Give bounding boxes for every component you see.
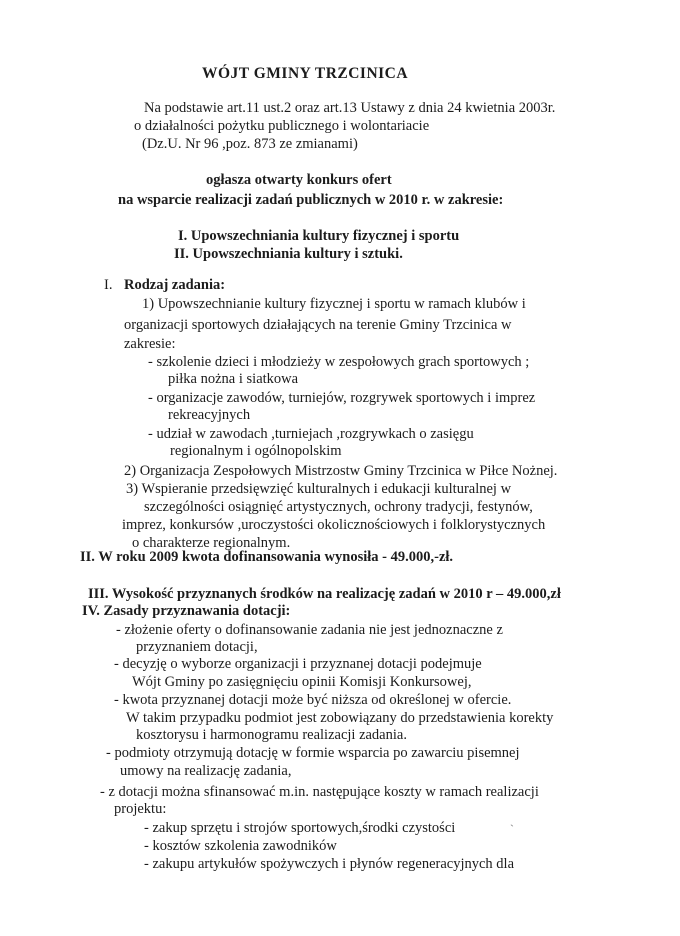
announce-line-2: na wsparcie realizacji zadań publicznych w 2010 r. w zakresie: [118, 192, 504, 208]
section-4-line: projektu: [114, 801, 167, 817]
section-4-line: Wójt Gminy po zasięgnięciu opinii Komisji Konkursowej, [132, 674, 472, 690]
section-1-line: imprez, konkursów ,uroczystości okolicznościowych i folklorystycznych [122, 517, 546, 533]
intro-line-3: (Dz.U. Nr 96 ,poz. 873 ze zmianami) [142, 136, 358, 152]
section-1-number: I. [104, 277, 113, 293]
section-1-line: 1) Upowszechnianie kultury fizycznej i sportu w ramach klubów i [142, 296, 526, 312]
section-1-line: - szkolenie dzieci i młodzieży w zespołowych grach sportowych ; [148, 354, 530, 370]
section-4-line: - kosztów szkolenia zawodników [144, 838, 337, 854]
section-1-line: szczególności osiągnięć artystycznych, ochrony tradycji, festynów, [144, 499, 533, 515]
section-1-line: zakresie: [124, 336, 176, 352]
section-1-line: 2) Organizacja Zespołowych Mistrzostw Gminy Trzcinica w Piłce Nożnej. [124, 463, 558, 479]
intro-line-2: o działalności pożytku publicznego i wolontariacie [134, 118, 430, 134]
scan-artifact: ˋ [510, 822, 514, 836]
section-3: III. Wysokość przyznanych środków na realizację zadań w 2010 r – 49.000,zł [88, 586, 561, 602]
section-4-line: - podmioty otrzymują dotację w formie wsparcia po zawarciu pisemnej [106, 745, 520, 761]
section-2: II. W roku 2009 kwota dofinansowania wynosiła - 49.000,-zł. [80, 549, 454, 565]
document-title: WÓJT GMINY TRZCINICA [202, 65, 409, 82]
section-4-line: przyznaniem dotacji, [136, 639, 258, 655]
intro-line-1: Na podstawie art.11 ust.2 oraz art.13 Ustawy z dnia 24 kwietnia 2003r. [144, 100, 556, 116]
section-1-line: organizacji sportowych działających na terenie Gminy Trzcinica w [124, 317, 512, 333]
section-1-line: rekreacyjnych [168, 407, 251, 423]
section-4-line: kosztorysu i harmonogramu realizacji zadania. [136, 727, 407, 743]
section-1-line: piłka nożna i siatkowa [168, 371, 299, 387]
section-4-line: - zakupu artykułów spożywczych i płynów regeneracyjnych dla [144, 856, 515, 872]
announce-line-1: ogłasza otwarty konkurs ofert [206, 172, 392, 188]
section-4-line: - kwota przyznanej dotacji może być niższa od określonej w ofercie. [114, 692, 512, 708]
section-4-line: umowy na realizację zadania, [120, 763, 292, 779]
section-4-line: - z dotacji można sfinansować m.in. następujące koszty w ramach realizacji [100, 784, 539, 800]
section-4-line: - decyzję o wyborze organizacji i przyznanej dotacji podejmuje [114, 656, 482, 672]
section-1-line: regionalnym i ogólnopolskim [170, 443, 342, 459]
section-1-heading: Rodzaj zadania: [124, 277, 226, 293]
scope-item-1: I. Upowszechniania kultury fizycznej i sportu [178, 228, 460, 244]
section-1-line: - udział w zawodach ,turniejach ,rozgrywkach o zasięgu [148, 426, 474, 442]
section-1-line: 3) Wspieranie przedsięwzięć kulturalnych i edukacji kulturalnej w [126, 481, 512, 497]
section-4-line: - zakup sprzętu i strojów sportowych,środki czystości [144, 820, 456, 836]
section-4-line: W takim przypadku podmiot jest zobowiązany do przedstawienia korekty [126, 710, 554, 726]
section-4-heading: IV. Zasady przyznawania dotacji: [82, 603, 291, 619]
section-4-line: - złożenie oferty o dofinansowanie zadania nie jest jednoznaczne z [116, 622, 503, 638]
section-1-line: o charakterze regionalnym. [132, 535, 291, 551]
section-1-line: - organizacje zawodów, turniejów, rozgrywek sportowych i imprez [148, 390, 536, 406]
scope-item-2: II. Upowszechniania kultury i sztuki. [174, 246, 403, 262]
